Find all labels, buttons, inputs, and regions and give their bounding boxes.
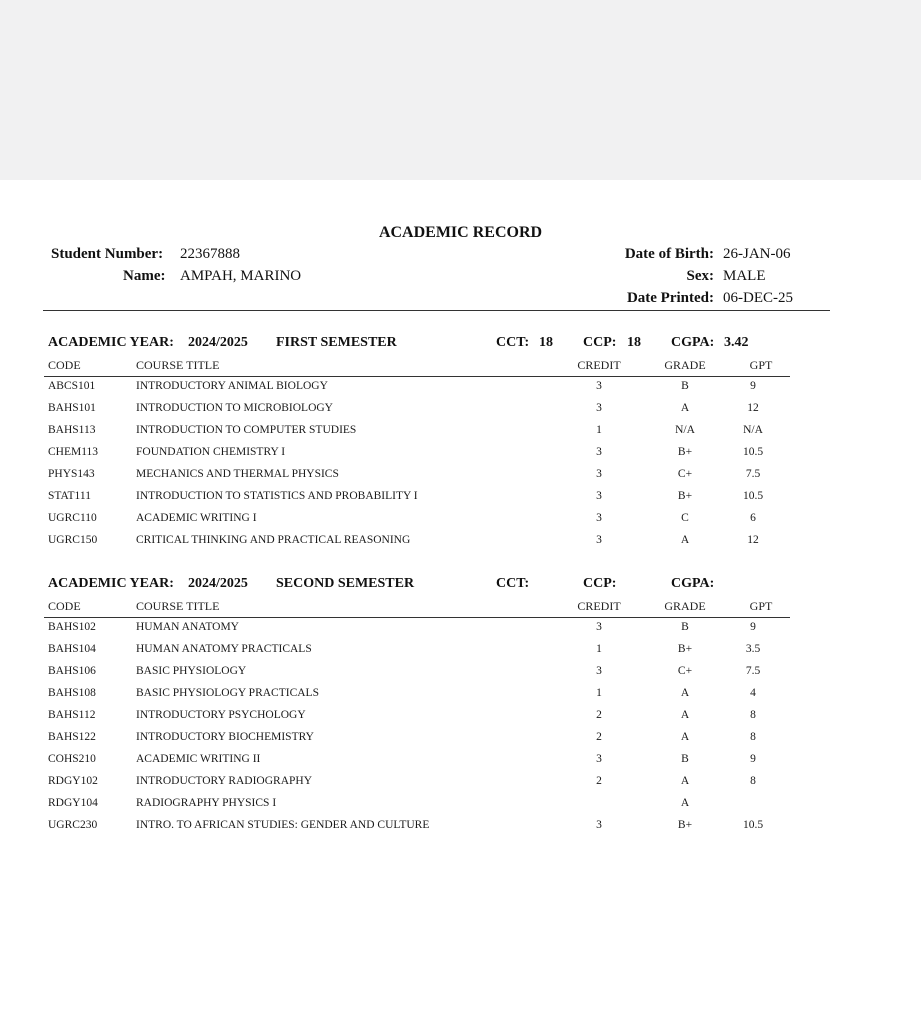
course-credit: 3 (596, 402, 602, 414)
course-code: BAHS112 (48, 709, 96, 721)
ccp-label: CCP: (583, 335, 617, 350)
course-code: PHYS143 (48, 468, 95, 480)
course-grade: B+ (677, 490, 693, 502)
course-gpt: 9 (750, 621, 756, 633)
course-code: BAHS102 (48, 621, 96, 633)
table-header-divider (44, 617, 790, 618)
course-title: INTRO. TO AFRICAN STUDIES: GENDER AND CULTURE (136, 819, 430, 831)
course-grade: N/A (675, 424, 695, 436)
cct-value: 18 (539, 335, 553, 350)
course-grade: B (681, 753, 689, 765)
course-gpt: N/A (743, 424, 763, 436)
course-title: BASIC PHYSIOLOGY PRACTICALS (136, 687, 319, 699)
course-credit: 3 (596, 819, 602, 831)
sex-value: MALE (723, 268, 766, 284)
course-grade: A (680, 709, 690, 721)
course-grade: B+ (677, 643, 693, 655)
course-grade: A (680, 731, 690, 743)
course-credit: 2 (596, 709, 602, 721)
course-title: INTRODUCTORY ANIMAL BIOLOGY (136, 380, 328, 392)
course-gpt: 8 (750, 775, 756, 787)
course-gpt: 7.5 (745, 665, 761, 677)
course-code: RDGY102 (48, 775, 98, 787)
course-title: INTRODUCTORY PSYCHOLOGY (136, 709, 306, 721)
column-header-title: COURSE TITLE (136, 599, 220, 613)
course-gpt: 4 (750, 687, 756, 699)
course-code: BAHS104 (48, 643, 96, 655)
column-header-code: CODE (48, 358, 81, 372)
course-gpt: 8 (750, 731, 756, 743)
course-code: CHEM113 (48, 446, 99, 458)
column-header-grade: GRADE (664, 358, 706, 372)
course-gpt: 10.5 (742, 819, 764, 831)
course-grade: A (680, 402, 690, 414)
course-code: STAT111 (48, 490, 91, 502)
semester-name: FIRST SEMESTER (276, 335, 397, 350)
course-title: HUMAN ANATOMY (136, 621, 239, 633)
course-title: RADIOGRAPHY PHYSICS I (136, 797, 277, 809)
date-printed-value: 06-DEC-25 (723, 290, 793, 306)
course-credit: 3 (596, 468, 602, 480)
course-title: INTRODUCTION TO STATISTICS AND PROBABILITY I (136, 490, 418, 502)
course-title: CRITICAL THINKING AND PRACTICAL REASONING (136, 534, 411, 546)
academic-year-value: 2024/2025 (188, 335, 248, 350)
course-grade: B+ (677, 446, 693, 458)
course-code: UGRC110 (48, 512, 97, 524)
course-title: INTRODUCTORY BIOCHEMISTRY (136, 731, 314, 743)
course-grade: C+ (677, 468, 693, 480)
cct-label: CCT: (496, 576, 530, 591)
course-credit: 3 (596, 665, 602, 677)
course-title: HUMAN ANATOMY PRACTICALS (136, 643, 312, 655)
name-label: Name: (123, 268, 166, 284)
student-number-value: 22367888 (180, 246, 240, 262)
course-title: MECHANICS AND THERMAL PHYSICS (136, 468, 339, 480)
course-gpt: 12 (747, 402, 759, 414)
academic-year-label: ACADEMIC YEAR: (48, 576, 174, 591)
course-grade: A (680, 797, 690, 809)
course-grade: A (680, 534, 690, 546)
column-header-gpt: GPT (749, 599, 773, 613)
ccp-label: CCP: (583, 576, 617, 591)
academic-year-value: 2024/2025 (188, 576, 248, 591)
course-code: UGRC150 (48, 534, 98, 546)
column-header-credit: CREDIT (577, 358, 621, 372)
academic-year-label: ACADEMIC YEAR: (48, 335, 174, 350)
course-credit: 1 (596, 643, 602, 655)
cgpa-label: CGPA: (671, 576, 715, 591)
course-title: INTRODUCTION TO MICROBIOLOGY (136, 402, 333, 414)
course-credit: 2 (596, 775, 602, 787)
course-title: FOUNDATION CHEMISTRY I (136, 446, 286, 458)
course-credit: 1 (596, 687, 602, 699)
page-title: ACADEMIC RECORD (378, 224, 543, 241)
course-title: ACADEMIC WRITING II (136, 753, 261, 765)
course-gpt: 9 (750, 753, 756, 765)
course-credit: 3 (596, 490, 602, 502)
course-grade: C (681, 512, 689, 524)
course-code: BAHS108 (48, 687, 96, 699)
column-header-grade: GRADE (664, 599, 706, 613)
date-printed-label: Date Printed: (626, 290, 714, 306)
student-number-label: Student Number: (51, 246, 164, 262)
table-header-divider (44, 376, 790, 377)
sex-label: Sex: (686, 268, 714, 284)
course-credit: 3 (596, 446, 602, 458)
column-header-code: CODE (48, 599, 81, 613)
course-credit: 3 (596, 380, 602, 392)
course-credit: 3 (596, 534, 602, 546)
name-value: AMPAH, MARINO (180, 268, 302, 284)
course-grade: C+ (677, 665, 693, 677)
course-grade: A (680, 775, 690, 787)
course-title: INTRODUCTORY RADIOGRAPHY (136, 775, 313, 787)
course-gpt: 6 (750, 512, 756, 524)
course-gpt: 7.5 (745, 468, 761, 480)
course-grade: B+ (677, 819, 693, 831)
course-code: BAHS122 (48, 731, 96, 743)
course-gpt: 3.5 (745, 643, 761, 655)
course-grade: B (681, 380, 689, 392)
course-code: UGRC230 (48, 819, 98, 831)
course-code: RDGY104 (48, 797, 98, 809)
course-code: BAHS101 (48, 402, 96, 414)
course-code: COHS210 (48, 753, 96, 765)
cct-label: CCT: (496, 335, 530, 350)
course-credit: 1 (596, 424, 602, 436)
course-code: BAHS106 (48, 665, 96, 677)
course-gpt: 12 (747, 534, 759, 546)
column-header-gpt: GPT (749, 358, 773, 372)
course-title: BASIC PHYSIOLOGY (136, 665, 247, 677)
course-title: INTRODUCTION TO COMPUTER STUDIES (136, 424, 357, 436)
course-code: ABCS101 (48, 380, 96, 392)
cgpa-label: CGPA: (671, 335, 715, 350)
ccp-value: 18 (627, 335, 641, 350)
column-header-credit: CREDIT (577, 599, 621, 613)
cgpa-value: 3.42 (724, 335, 749, 350)
course-credit: 3 (596, 621, 602, 633)
course-title: ACADEMIC WRITING I (136, 512, 257, 524)
course-gpt: 9 (750, 380, 756, 392)
course-credit: 2 (596, 731, 602, 743)
dob-label: Date of Birth: (624, 246, 714, 262)
dob-value: 26-JAN-06 (723, 246, 791, 262)
course-grade: A (680, 687, 690, 699)
column-header-title: COURSE TITLE (136, 358, 220, 372)
course-code: BAHS113 (48, 424, 96, 436)
course-gpt: 10.5 (742, 446, 764, 458)
header-divider (43, 310, 830, 311)
course-credit: 3 (596, 512, 602, 524)
course-grade: B (681, 621, 689, 633)
course-credit: 3 (596, 753, 602, 765)
course-gpt: 8 (750, 709, 756, 721)
course-gpt: 10.5 (742, 490, 764, 502)
top-blank-area (0, 0, 921, 180)
semester-name: SECOND SEMESTER (276, 576, 415, 591)
